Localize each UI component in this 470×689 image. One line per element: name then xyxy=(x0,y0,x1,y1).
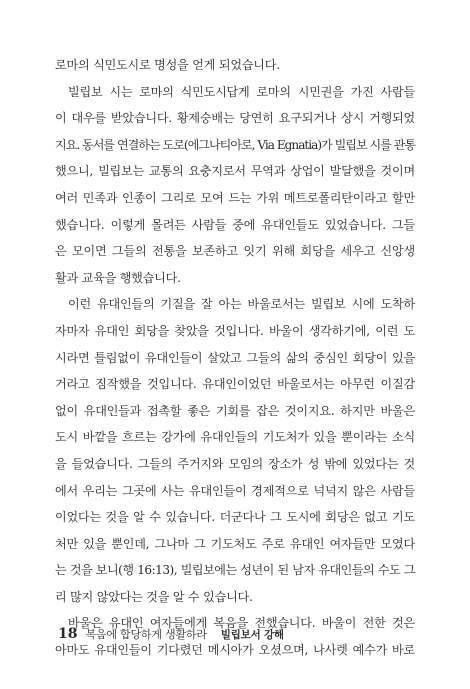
text-line: 이었다는 것을 알 수 있습니다. 더군다나 그 도시에 회당은 없고 기도 xyxy=(55,510,415,525)
text-line: 자마자 유대인 회당을 찾았을 것입니다. 바울이 생각하기에, 이런 도 xyxy=(55,323,415,338)
text-line: 이런 유대인들의 기질을 잘 아는 바울로서는 빌립보 시에 도착하 xyxy=(68,297,415,312)
text-line: 빌립보 시는 로마의 식민도시답게 로마의 시민권을 가진 사람들 xyxy=(68,84,415,99)
text-line: 했습니다. 이렇게 몰려든 사람들 중에 유대인들도 있었습니다. 그들 xyxy=(55,217,415,232)
text-line: 을 들었습니다. 그들의 주거지와 모임의 장소가 성 밖에 있었다는 것 xyxy=(55,456,415,471)
text-line: 도시 바깥을 흐르는 강가에 유대인들의 기도처가 있을 뿐이라는 소식 xyxy=(55,430,415,445)
book-title: 복음에 합당하게 생활하라 xyxy=(85,628,207,641)
text-line: 시라면 틀림없이 유대인들이 살았고 그들의 삶의 중심인 회당이 있을 xyxy=(55,350,415,365)
document-body xyxy=(55,52,415,664)
text-line: 는 것을 보니(행 16:13), 빌립보에는 성년이 된 남자 유대인들의 수도 그 xyxy=(55,563,415,578)
text-line: 활과 교육을 행했습니다. xyxy=(55,270,181,285)
text-line: 처만 있을 뿐인데, 그나마 그 기도처도 주로 유대인 여자들만 모였다 xyxy=(55,536,415,551)
text-line: 리 많지 않았다는 것을 알 수 있습니다. xyxy=(55,589,253,604)
text-line: 지요. 동서를 연결하는 도로(에그나티아로, Via Egnatia)가 빌립보 시를 관통 xyxy=(55,137,416,152)
text-line: 했으니, 빌립보는 교통의 요충지로서 무역과 상업이 발달했을 것이며 xyxy=(55,164,415,179)
text-line: 에서 우리는 그곳에 사는 유대인들이 경제적으로 넉넉지 않은 사람들 xyxy=(55,483,415,498)
text-line: 아마도 유대인들이 기다렸던 메시아가 오셨으며, 나사렛 예수가 바로 xyxy=(55,643,415,658)
text-line: 로마의 식민도시로 명성을 얻게 되었습니다. xyxy=(55,58,280,72)
text-line: 여러 민족과 인종이 그리로 모여 드는 가위 메트로폴리탄이라고 할만 xyxy=(55,190,415,205)
page-footer xyxy=(58,626,418,650)
text-line: 은 모이면 그들의 전통을 보존하고 잇기 위해 회당을 세우고 신앙생 xyxy=(55,244,415,259)
text-line: 거라고 짐작했을 것입니다. 유대인이었던 바울로서는 아무런 이질감 xyxy=(55,377,415,392)
page-number: 18 xyxy=(58,626,78,642)
text-line: 이 대우를 받았습니다. 황제숭배는 당연히 요구되거나 상시 거행되었 xyxy=(55,111,415,126)
series-title: 빌립보서 강해 xyxy=(220,629,284,641)
text-line: 바울은 유대인 여자들에게 복음을 전했습니다. 바울이 전한 것은 xyxy=(68,616,415,631)
text-line: 없이 유대인들과 접촉할 좋은 기회를 잡은 것이지요. 하지만 바울은 xyxy=(55,403,415,418)
